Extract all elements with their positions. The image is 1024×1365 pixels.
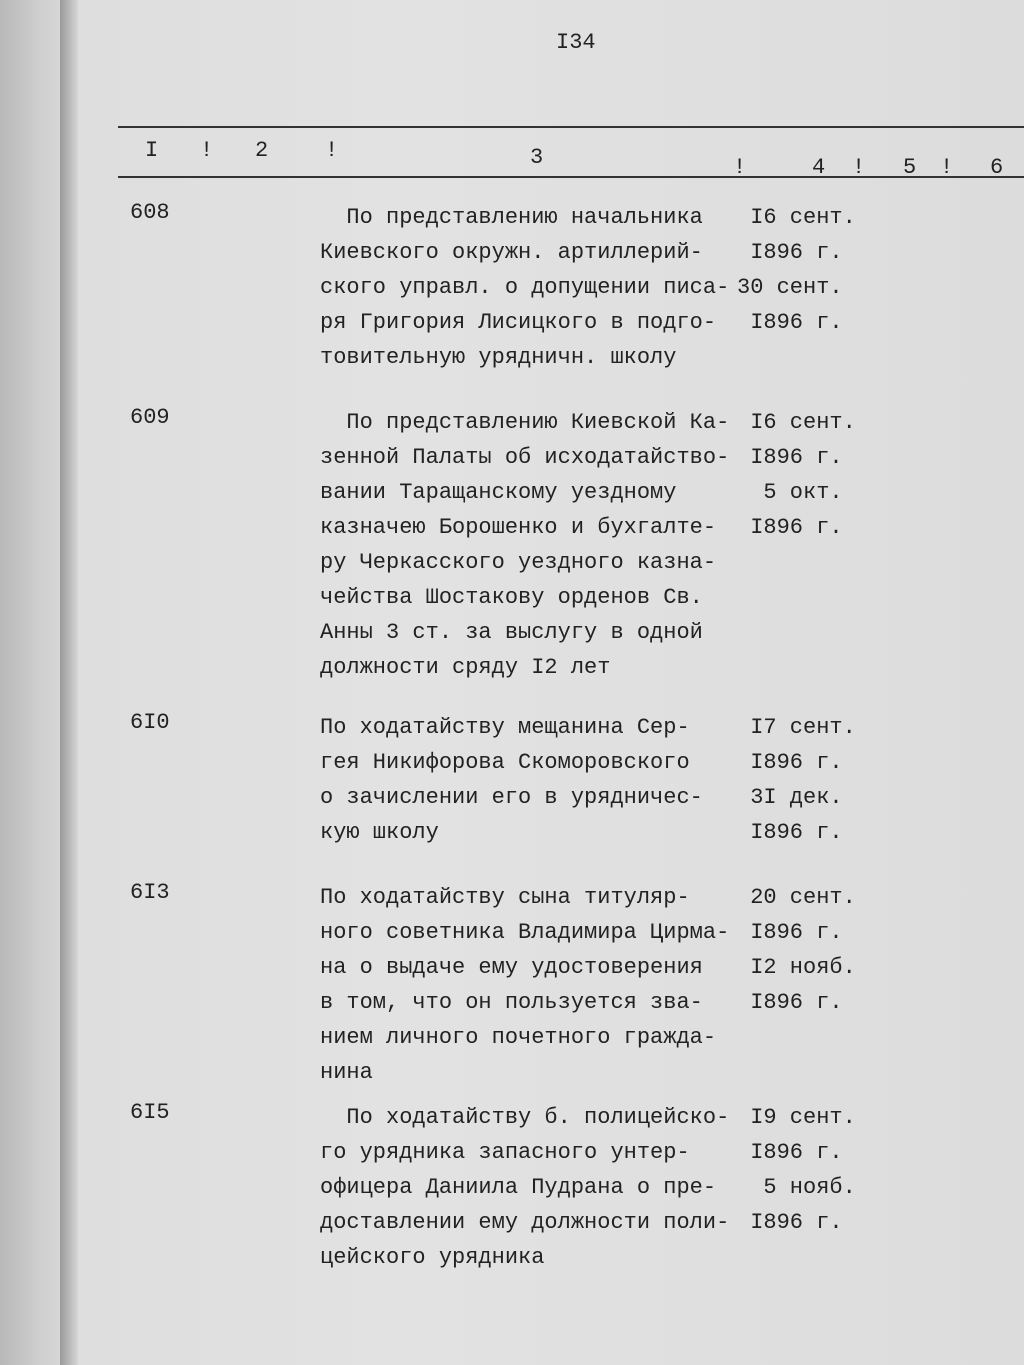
entry-description	[320, 710, 703, 850]
entry-number: 6I3	[130, 880, 170, 905]
entry-number: 6I5	[130, 1100, 170, 1125]
description-line: По представлению начальника	[320, 205, 703, 230]
description-line: По ходатайству б. полицейско-	[320, 1105, 730, 1130]
description-line: на о выдаче ему удостоверения	[320, 955, 703, 980]
sep: !	[940, 155, 954, 180]
description-line: По представлению Киевской Ка-	[320, 410, 730, 435]
col-3: 3	[530, 145, 544, 170]
description-line: в том, что он пользуется зва-	[320, 990, 703, 1015]
description-line: го урядника запасного унтер-	[320, 1140, 690, 1165]
date-line: I896 г.	[737, 1210, 843, 1235]
entry-number: 6I0	[130, 710, 170, 735]
description-line: казначею Борошенко и бухгалте-	[320, 515, 717, 540]
description-line: Киевского окружн. артиллерий-	[320, 240, 703, 265]
date-line: I6 сент.	[737, 410, 856, 435]
description-line: вании Таращанскому уездному	[320, 480, 677, 505]
date-line: I896 г.	[737, 750, 843, 775]
description-line: зенной Палаты об исходатайство-	[320, 445, 730, 470]
col-1: I	[145, 138, 159, 163]
date-line: I2 нояб.	[737, 955, 856, 980]
description-line: нием личного почетного гражда-	[320, 1025, 717, 1050]
description-line: доставлении ему должности поли-	[320, 1210, 730, 1235]
date-line: I9 сент.	[737, 1105, 856, 1130]
description-line: ного советника Владимира Цирма-	[320, 920, 730, 945]
description-line: должности сряду I2 лет	[320, 655, 611, 680]
date-line: I6 сент.	[737, 205, 856, 230]
col-5: 5	[903, 155, 917, 180]
date-line: 3I дек.	[737, 785, 843, 810]
date-line: I896 г.	[737, 1140, 843, 1165]
page-binding-shadow	[60, 0, 78, 1365]
date-line: I896 г.	[737, 515, 843, 540]
date-line: 5 нояб.	[737, 1175, 856, 1200]
date-line: I7 сент.	[737, 715, 856, 740]
description-line: Анны 3 ст. за выслугу в одной	[320, 620, 703, 645]
date-line: 5 окт.	[737, 480, 843, 505]
entry-description	[320, 880, 729, 1090]
description-line: цейского урядника	[320, 1245, 545, 1270]
description-line: кую школу	[320, 820, 439, 845]
description-line: офицера Даниила Пудрана о пре-	[320, 1175, 717, 1200]
date-line: 20 сент.	[737, 885, 856, 910]
col-4: 4	[812, 155, 826, 180]
entry-dates	[737, 200, 856, 340]
description-line: о зачислении его в урядничес-	[320, 785, 703, 810]
entry-dates	[737, 1100, 856, 1240]
entry-dates	[737, 880, 856, 1020]
description-line: По ходатайству мещанина Сер-	[320, 715, 690, 740]
description-line: ря Григория Лисицкого в подго-	[320, 310, 717, 335]
description-line: чейства Шостакову орденов Св.	[320, 585, 703, 610]
sep: !	[200, 138, 214, 163]
date-line: I896 г.	[737, 310, 843, 335]
entry-description	[320, 405, 729, 685]
page-number: I34	[556, 30, 596, 55]
col-6: 6	[990, 155, 1004, 180]
sep: !	[733, 155, 747, 180]
entry-description	[320, 1100, 729, 1275]
entry-description	[320, 200, 729, 375]
date-line: I896 г.	[737, 990, 843, 1015]
description-line: По ходатайству сына титуляр-	[320, 885, 690, 910]
header-top-rule	[118, 126, 1024, 128]
header-bottom-rule	[118, 176, 1024, 178]
col-2: 2	[255, 138, 269, 163]
sep: !	[852, 155, 866, 180]
description-line: гея Никифорова Скоморовского	[320, 750, 690, 775]
entry-number: 608	[130, 200, 170, 225]
description-line: товительную урядничн. школу	[320, 345, 677, 370]
date-line: I896 г.	[737, 445, 843, 470]
date-line: 30 сент.	[737, 275, 843, 300]
description-line: нина	[320, 1060, 373, 1085]
entry-number: 609	[130, 405, 170, 430]
entry-dates	[737, 710, 856, 850]
date-line: I896 г.	[737, 820, 843, 845]
date-line: I896 г.	[737, 240, 843, 265]
date-line: I896 г.	[737, 920, 843, 945]
description-line: ского управл. о допущении писа-	[320, 275, 730, 300]
description-line: ру Черкасского уездного казна-	[320, 550, 717, 575]
entry-dates	[737, 405, 856, 545]
sep: !	[325, 138, 339, 163]
